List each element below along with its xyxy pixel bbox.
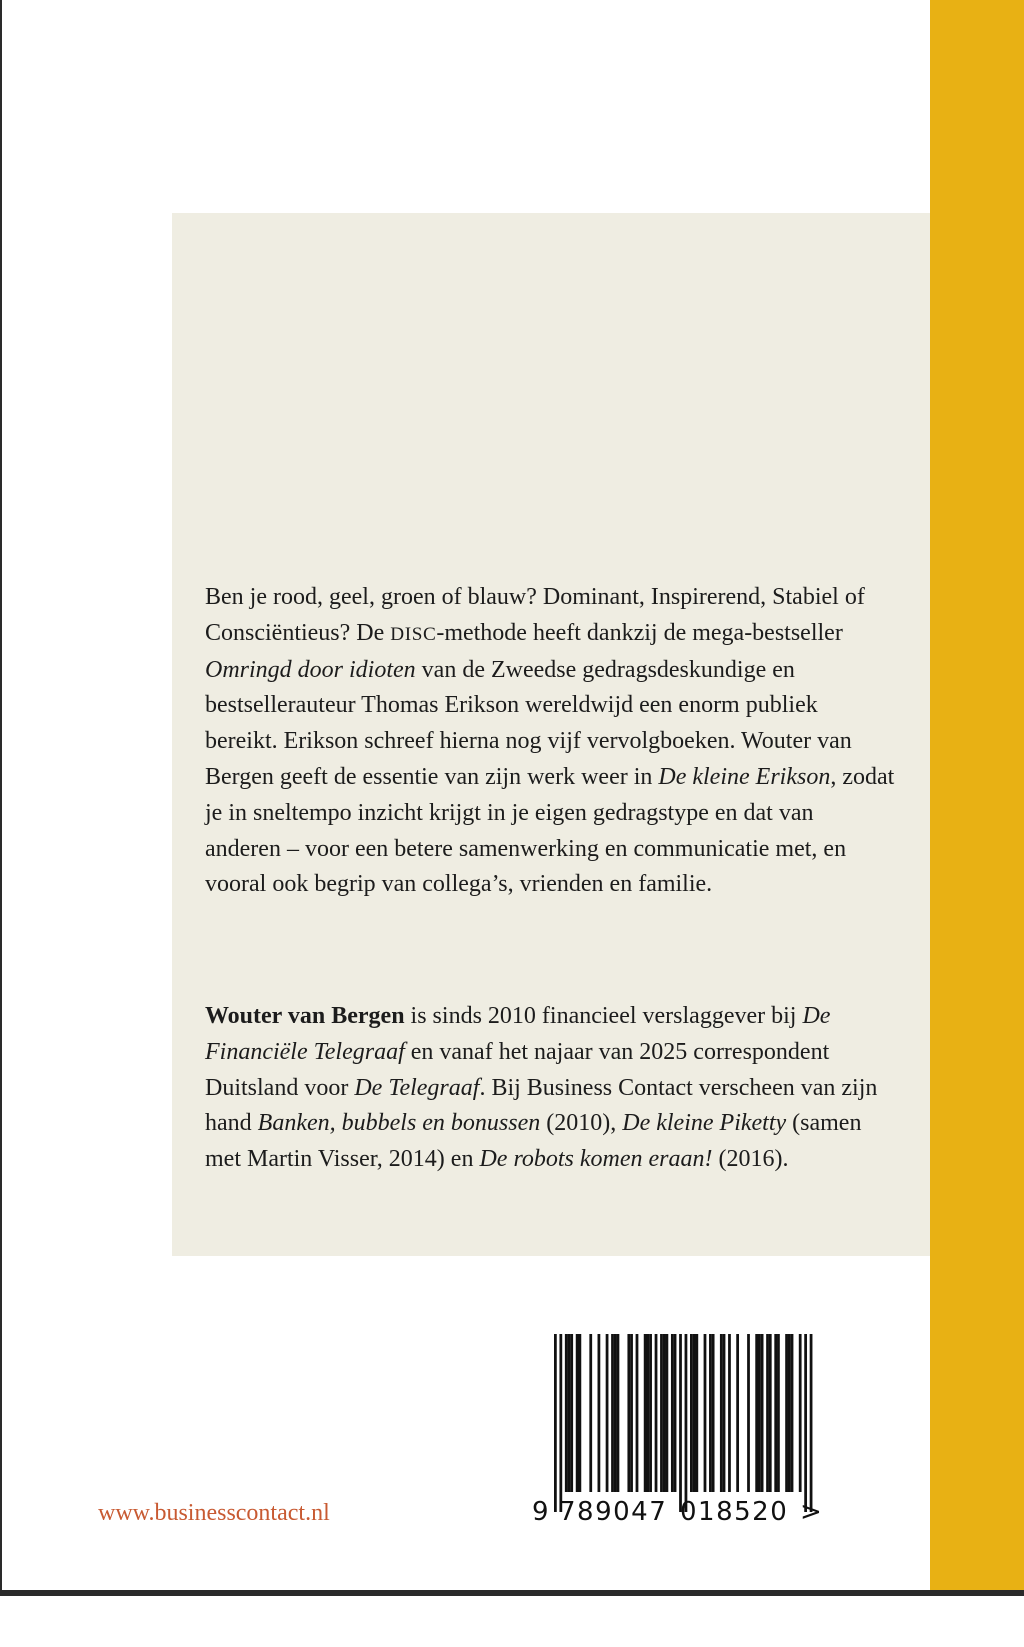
disc-abbreviation: DISC (390, 623, 437, 645)
barcode-bar (554, 1334, 557, 1512)
bio-text-4: (2010), (540, 1110, 623, 1137)
barcode-bar (747, 1334, 750, 1492)
isbn-left-group: 789047 (559, 1497, 668, 1527)
barcode-bar (690, 1334, 693, 1492)
blurb-text-3: van de Zweedse gedragsdeskundige en bestsellerauteur Thomas Erikson wereldwijd een enorm publiek bereikt. Erikson schreef hierna nog vijf vervolgboeken. Wouter van Bergen geeft de essentie van zijn werk weer in (205, 656, 852, 790)
publication-telegraaf: De Telegraaf (354, 1074, 480, 1101)
barcode-bar (644, 1334, 647, 1492)
barcode-bar (788, 1334, 791, 1492)
barcode-bar (576, 1334, 579, 1492)
barcode-bar (728, 1334, 731, 1492)
barcode-bar (655, 1334, 658, 1492)
barcode-bar (646, 1334, 649, 1492)
barcode-bar (671, 1334, 674, 1492)
barcode-bar (666, 1334, 669, 1492)
barcode-bar (736, 1334, 739, 1492)
barcode-bar (777, 1334, 780, 1492)
barcode-bar (606, 1334, 609, 1492)
book-title-kleine-erikson: De kleine Erikson (658, 763, 831, 790)
barcode-bar (578, 1334, 581, 1492)
author-bio-paragraph (205, 999, 895, 1178)
bio-text-3: . Bij Business Contact verscheen van zijn hand (205, 1074, 878, 1137)
publisher-website-link[interactable]: www.businesscontact.nl (98, 1500, 330, 1526)
bio-text-6: (2016). (712, 1146, 789, 1173)
bio-text-2: en vanaf het najaar van 2025 correspondent Duitsland voor (205, 1038, 830, 1101)
book-title-omringd: Omringd door idioten (205, 656, 416, 683)
barcode-bar (679, 1334, 682, 1512)
barcode-bar (559, 1334, 562, 1512)
barcode-bar (720, 1334, 723, 1492)
isbn-digits (532, 1497, 832, 1647)
barcode-bar (614, 1334, 617, 1492)
barcode-bar (799, 1334, 802, 1492)
bio-text-5: (samen met Martin Visser, 2014) en (205, 1110, 862, 1173)
blurb-paragraph (205, 580, 895, 903)
barcode-bar (785, 1334, 788, 1492)
barcode-bar (568, 1334, 571, 1492)
barcode-bar (810, 1334, 813, 1512)
barcode-bar (704, 1334, 707, 1492)
barcode-bar (695, 1334, 698, 1492)
isbn-first-digit: 9 (532, 1497, 549, 1527)
barcode-bar (709, 1334, 712, 1492)
barcode-bar (627, 1334, 630, 1492)
barcode-bar (723, 1334, 726, 1492)
barcode-bar (611, 1334, 614, 1492)
barcode-bar (766, 1334, 769, 1492)
barcode-bar (758, 1334, 761, 1492)
book-title-banken: Banken, bubbels en bonussen (257, 1110, 541, 1137)
barcode-bar (769, 1334, 772, 1492)
author-name: Wouter van Bergen (205, 1003, 405, 1029)
barcode-bar (685, 1334, 688, 1512)
blurb-text-2: -methode heeft dankzij de mega-bestseller (436, 619, 843, 646)
book-title-robots: De robots komen eraan! (479, 1146, 713, 1173)
book-title-piketty: De kleine Piketty (622, 1110, 787, 1137)
barcode-bar (755, 1334, 758, 1492)
bio-text-1: is sinds 2010 financieel verslaggever bij (404, 1003, 803, 1029)
barcode-bar (774, 1334, 777, 1492)
isbn-arrow: > (800, 1497, 822, 1527)
barcode-bar (791, 1334, 794, 1492)
barcode-bar (565, 1334, 568, 1492)
barcode-bar (804, 1334, 807, 1512)
barcode-bar (570, 1334, 573, 1492)
barcode-bar (589, 1334, 592, 1492)
barcode-bar (693, 1334, 696, 1492)
barcode-bar (761, 1334, 764, 1492)
barcode-bar (663, 1334, 666, 1492)
barcode-bar (660, 1334, 663, 1492)
barcode-bar (674, 1334, 677, 1492)
isbn-right-group: 018520 (680, 1497, 789, 1527)
blurb-text-4: , zodat je in sneltempo inzicht krijgt in je eigen gedragstype en dat van anderen – voor een betere samenwerking en communicatie met, en vooral ook begrip van collega’s, vrienden en familie. (205, 763, 895, 898)
barcode-bar (649, 1334, 652, 1492)
publication-ft: De Financiële Telegraaf (205, 1003, 831, 1065)
barcode-bar (630, 1334, 633, 1492)
barcode-bar (636, 1334, 639, 1492)
blurb-text-1: Ben je rood, geel, groen of blauw? Dominant, Inspirerend, Stabiel of Consciëntieus? De (205, 584, 865, 646)
barcode-bar (598, 1334, 601, 1492)
book-spine (930, 0, 1024, 1590)
barcode-bar (617, 1334, 620, 1492)
barcode-bar (712, 1334, 715, 1492)
